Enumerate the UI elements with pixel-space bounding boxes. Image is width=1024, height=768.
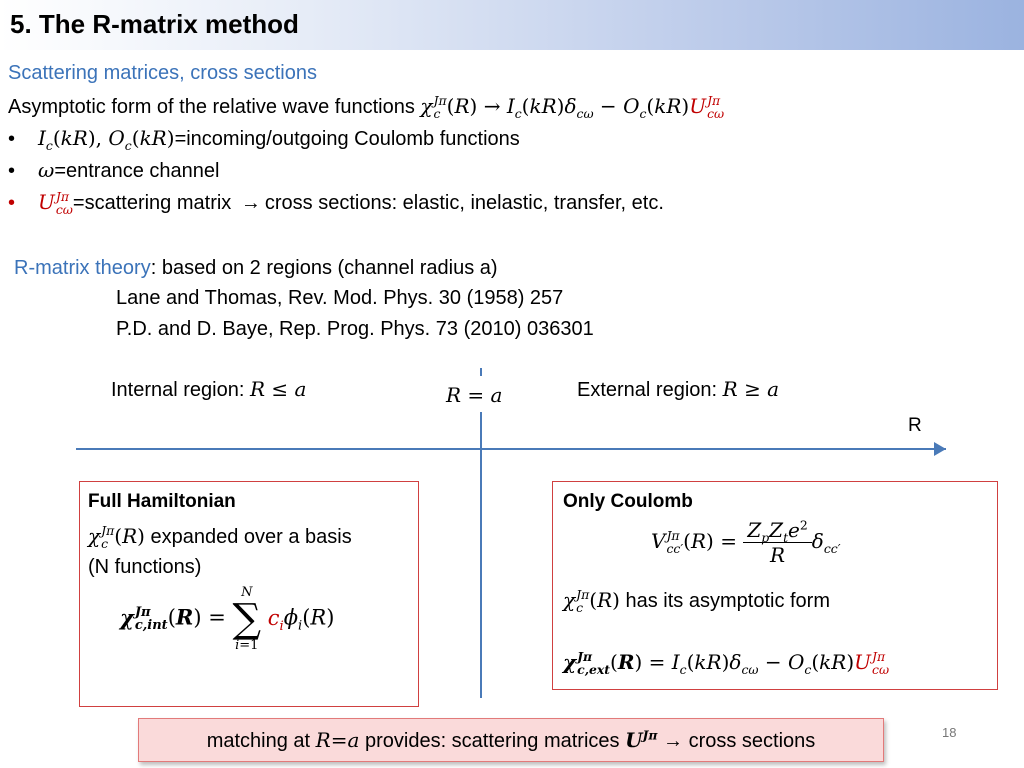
internal-box-title: Full Hamiltonian	[88, 491, 236, 512]
r-axis-line	[76, 448, 946, 450]
boundary-label: R = a	[446, 383, 503, 407]
matching-suffix: provides: scattering matrices	[364, 730, 620, 752]
reference-baye: P.D. and D. Baye, Rep. Prog. Phys. 73 (2010) 036301	[116, 318, 594, 340]
bullet-formula-omega: ω	[38, 158, 55, 182]
theory-label: R-matrix theory	[14, 257, 151, 279]
bullet-scattering-matrix	[8, 190, 664, 216]
internal-box-line1	[88, 524, 352, 550]
external-chi-formula: χ Jπ c (R)	[563, 587, 620, 615]
bullet-text-io: =incoming/outgoing Coulomb functions	[174, 128, 520, 150]
region-divider-line	[480, 412, 482, 698]
internal-region-box	[79, 481, 419, 707]
asymptotic-text: Asymptotic form of the relative wave functions	[8, 96, 415, 118]
bullet-dot: •	[8, 128, 16, 150]
theory-line	[14, 257, 498, 280]
reference-lane-thomas: Lane and Thomas, Rev. Mod. Phys. 30 (1958) 257	[116, 287, 564, 309]
bullet-text-cross: cross sections: elastic, inelastic, transfer, etc.	[264, 192, 664, 214]
internal-expansion-formula: χ Jπ c,int (R) = N ∑ i=1 $c_i\phi_i(R)$	[120, 585, 335, 653]
r-axis-label: R	[908, 415, 922, 436]
bullet-text-u: =scattering matrix	[72, 192, 232, 214]
divider-tick	[480, 368, 482, 376]
asymptotic-formula: χ Jπ c $(R) \to I_c(kR)\delta_{c\omega} - O_c(kR)U$ Jπ cω	[420, 93, 725, 121]
matching-summary-box	[138, 718, 884, 762]
internal-region-text: Internal region:	[111, 379, 245, 401]
internal-region-formula: R ≤ a	[249, 377, 307, 401]
external-region-label	[577, 377, 779, 402]
external-region-formula: R ≥ a	[722, 377, 780, 401]
bullet-coulomb-functions	[8, 126, 520, 151]
bullet-dot: •	[8, 192, 16, 214]
matching-condition: R=a	[315, 728, 360, 752]
bullet-text-omega: =entrance channel	[54, 160, 220, 182]
coulomb-potential-formula: V Jπ cc′ (R) = $\frac{Z_pZ_te^2}{R}$ $\delta_{cc'}$	[651, 517, 841, 567]
internal-region-label	[111, 377, 306, 402]
external-region-text: External region:	[577, 379, 718, 401]
bullet-dot: •	[8, 160, 16, 182]
asymptotic-line	[8, 94, 724, 120]
slide-title: 5. The R-matrix method	[10, 9, 299, 39]
external-box-line	[563, 588, 830, 614]
external-asymptotic-formula: χ Jπ c,ext $(R) = I_c(kR)\delta_{c\omega} - O_c(kR)U$ Jπ cω	[563, 649, 890, 677]
theory-text: : based on 2 regions (channel radius a)	[150, 257, 498, 279]
external-box-title: Only Coulomb	[563, 491, 693, 512]
internal-chi-formula: χ Jπ c (R)	[88, 523, 145, 551]
matching-end: cross sections	[688, 730, 816, 752]
page-number: 18	[942, 725, 957, 740]
arrow-icon: →	[663, 730, 684, 752]
matching-u-formula: $U^{J\pi}$	[625, 727, 658, 752]
matching-prefix: matching at	[206, 730, 311, 752]
title-bar	[0, 0, 1024, 50]
bullet-formula-io: $I_c(kR)$, $O_c(kR)$	[38, 126, 175, 153]
bullet-entrance-channel	[8, 158, 219, 183]
r-axis-arrowhead	[934, 442, 946, 456]
external-region-box	[552, 481, 998, 690]
internal-box-line1-text: expanded over a basis	[150, 526, 352, 548]
bullet-formula-u: U Jπ cω	[38, 189, 73, 217]
internal-box-line2: (N functions)	[88, 556, 202, 578]
subtitle: Scattering matrices, cross sections	[8, 62, 317, 84]
external-box-line-text: has its asymptotic form	[625, 590, 831, 612]
arrow-icon: →	[240, 192, 261, 214]
